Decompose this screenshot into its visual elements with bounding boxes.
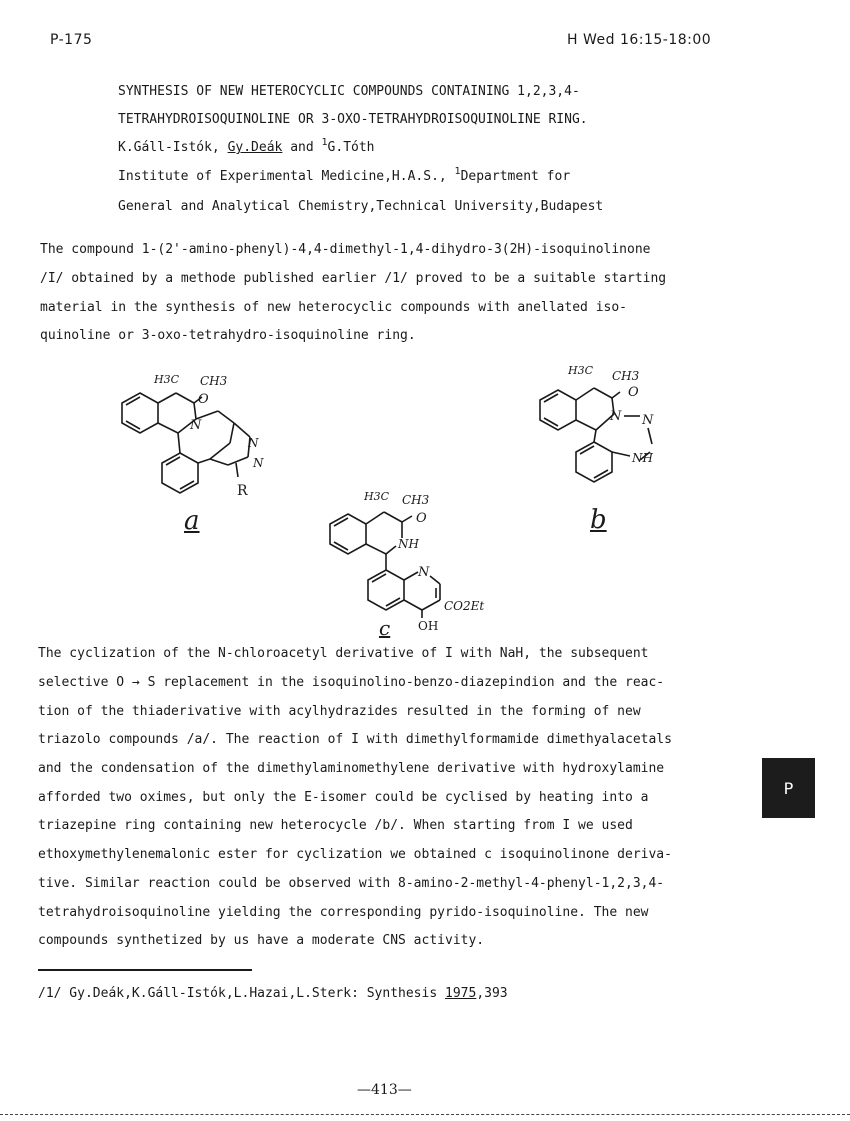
structure-b-label: b	[590, 505, 607, 535]
intro-line-2: /I/ obtained by a methode published earlier /1/ proved to be a suitable starting	[40, 271, 667, 286]
structure-a-oxygen-label: O	[198, 392, 209, 407]
structure-c-diagram	[318, 484, 508, 634]
structure-a-triazole-nitrogen-1: N	[248, 436, 259, 450]
author-3: G.Tóth	[327, 140, 375, 155]
structure-c-ch3-label: CH3	[402, 493, 430, 507]
affiliation-department: Department for	[460, 169, 571, 184]
structure-b-nitrogen-2-label: N	[642, 413, 654, 428]
body-line-10: tetrahydroisoquinoline yielding the corresponding pyrido-isoquinoline. The new	[38, 905, 649, 920]
structure-a-nitrogen-label: N	[190, 418, 202, 433]
structure-c-nitrogen-label: N	[418, 565, 430, 580]
session-code: P-175	[50, 32, 93, 48]
body-line-9: tive. Similar reaction could be observed with 8-amino-2-methyl-4-phenyl-1,2,3,4-	[38, 876, 665, 891]
structure-b-h3c-label: H3C	[568, 364, 594, 377]
structure-b-oxygen-label: O	[628, 385, 639, 400]
structure-c-co2et-label: CO2Et	[444, 599, 485, 613]
body-line-3: tion of the thiaderivative with acylhydrazides resulted in the forming of new	[38, 704, 641, 719]
intro-line-1: The compound 1-(2'-amino-phenyl)-4,4-dimethyl-1,4-dihydro-3(2H)-isoquinolinone	[40, 242, 651, 257]
body-line-11: compounds synthetized by us have a moderate CNS activity.	[38, 933, 485, 948]
title-line-2: TETRAHYDROISOQUINOLINE OR 3-OXO-TETRAHYDROISOQUINOLINE RING.	[118, 112, 588, 127]
affiliation-line-1	[118, 166, 571, 184]
author-2: Gy.Deák	[227, 140, 283, 155]
title-line-1: SYNTHESIS OF NEW HETEROCYCLIC COMPOUNDS CONTAINING 1,2,3,4-	[118, 84, 580, 99]
body-line-4: triazolo compounds /a/. The reaction of I with dimethylformamide dimethyalacetals	[38, 732, 672, 747]
session-time: H Wed 16:15-18:00	[567, 32, 712, 48]
reference-text: /1/ Gy.Deák,K.Gáll-Istók,L.Hazai,L.Sterk: Synthesis	[38, 986, 445, 1001]
intro-line-3: material in the synthesis of new heterocyclic compounds with anellated iso-	[40, 300, 627, 315]
structure-a-r-label: R	[237, 483, 248, 499]
footnote-rule	[38, 969, 252, 971]
structure-c-h3c-label: H3C	[364, 490, 390, 503]
structure-a-ch3-label: CH3	[200, 374, 228, 388]
body-line-5: and the condensation of the dimethylaminomethylene derivative with hydroxylamine	[38, 761, 665, 776]
structure-b-diagram	[528, 358, 678, 498]
structure-a-h3c-label: H3C	[154, 373, 180, 386]
reference-year: 1975	[445, 986, 477, 1001]
bottom-edge-rule	[0, 1114, 850, 1115]
author-1: K.Gáll-Istók,	[118, 140, 228, 155]
structure-b-nitrogen-label: N	[610, 409, 622, 424]
body-line-2: selective O → S replacement in the isoquinolino-benzo-diazepindion and the reac-	[38, 675, 665, 690]
body-line-7: triazepine ring containing new heterocycle /b/. When starting from I we used	[38, 818, 633, 833]
structure-a-triazole-nitrogen-2: N	[253, 456, 264, 470]
body-line-6: afforded two oximes, but only the E-isomer could be cyclised by heating into a	[38, 790, 649, 805]
affiliation-line-2: General and Analytical Chemistry,Technical University,Budapest	[118, 199, 604, 214]
structure-c-oh-label: OH	[418, 619, 439, 633]
structure-c-oxygen-label: O	[416, 511, 427, 526]
structure-a-diagram	[110, 365, 290, 505]
body-line-1: The cyclization of the N-chloroacetyl derivative of I with NaH, the subsequent	[38, 646, 649, 661]
author-3-affiliation-mark: 1	[321, 137, 328, 148]
structure-c-nh-label: NH	[398, 537, 419, 551]
body-line-8: ethoxymethylenemalonic ester for cyclization we obtained c isoquinolinone deriva-	[38, 847, 672, 862]
structure-b-ch3-label: CH3	[612, 369, 640, 383]
structure-c-label: c	[379, 616, 391, 640]
affiliation-mark: 1	[454, 166, 461, 177]
author-conjunction: and	[282, 140, 322, 155]
structure-a-label: a	[184, 506, 200, 536]
section-tab: P	[762, 758, 815, 818]
page-number: —413—	[357, 1082, 412, 1098]
affiliation-institute: Institute of Experimental Medicine,H.A.S.,	[118, 169, 455, 184]
intro-line-4: quinoline or 3-oxo-tetrahydro-isoquinoline ring.	[40, 328, 416, 343]
reference	[38, 986, 508, 1001]
authors	[118, 137, 375, 155]
structure-b-nh-label: NH	[632, 451, 653, 465]
reference-pages: ,393	[476, 986, 508, 1001]
